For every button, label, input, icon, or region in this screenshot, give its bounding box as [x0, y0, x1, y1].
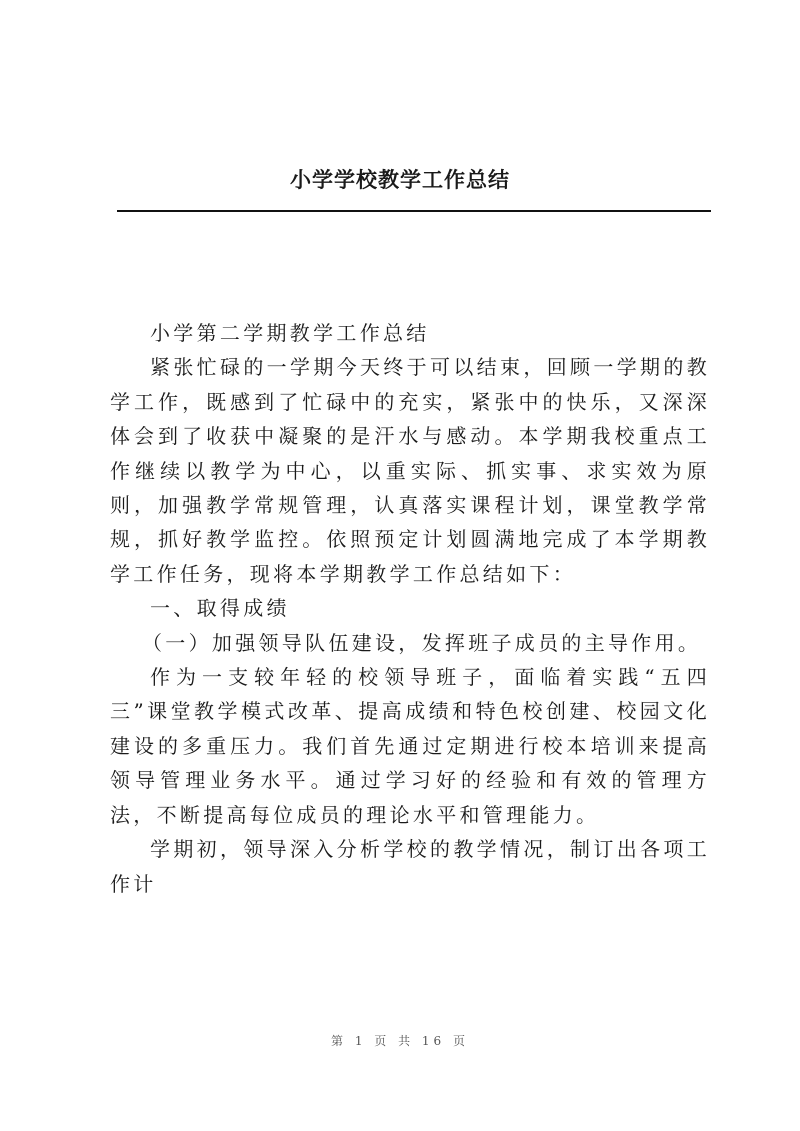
- title-underline: [117, 210, 711, 212]
- paragraph-intro: 紧张忙碌的一学期今天终于可以结束，回顾一学期的教学工作，既感到了忙碌中的充实，紧张中的快乐，又深深体会到了收获中凝聚的是汗水与感动。本学期我校重点工作继续以教学为中心，以重实际、抓实事、求实效为原则，加强教学常规管理，认真落实课程计划，课堂教学常规，抓好教学监控。依照预定计划圆满地完成了本学期教学工作任务，现将本学期教学工作总结如下：: [110, 355, 710, 586]
- page-footer: 第 1 页 共 16 页: [331, 1034, 469, 1048]
- paragraph-leadership: 作为一支较年轻的校领导班子，面临着实践“五四三”课堂教学模式改革、提高成绩和特色校创建、校园文化建设的多重压力。我们首先通过定期进行校本培训来提高领导管理业务水平。通过学习好的经验和有效的管理方法，不断提高每位成员的理论水平和管理能力。: [110, 665, 710, 827]
- section-heading-achievements: 一、取得成绩: [150, 596, 290, 621]
- paragraph-semester-start: 学期初，领导深入分析学校的教学情况，制订出各项工作计: [110, 837, 710, 896]
- document-title: 小学学校教学工作总结: [290, 168, 510, 192]
- subsection-heading-leadership: （一）加强领导队伍建设，发挥班子成员的主导作用。: [142, 630, 702, 655]
- paragraph-subtitle: 小学第二学期教学工作总结: [150, 321, 430, 345]
- document-body: [110, 316, 710, 901]
